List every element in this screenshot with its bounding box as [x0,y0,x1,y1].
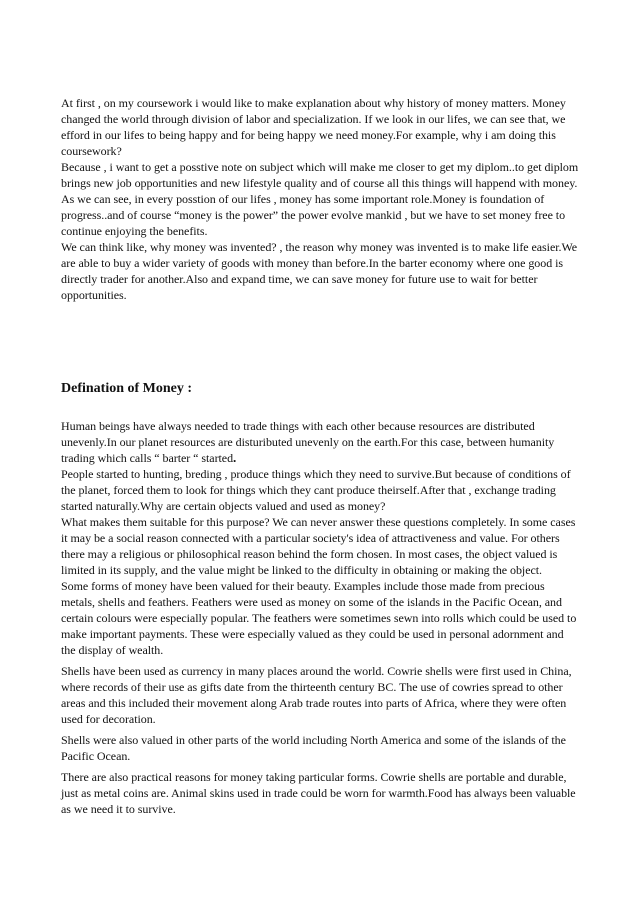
body-paragraph-1-text: Human beings have always needed to trade things with each other because resources are distributed unevenly.In our planet resources are distuributed unevenly on the earth.For this case, between humanity trading which calls “ barter “ started [61,419,555,465]
body-paragraph-7: There are also practical reasons for money taking particular forms. Cowrie shells are portable and durable, just as metal coins are. Animal skins used in trade could be worn for warmth.Food has always been valuable as we need it to survive. [61,770,576,816]
intro-paragraph-4: We can think like, why money was invented? , the reason why money was invented is to make life easier.We are able to buy a wider variety of goods with money than before.In the barter economy where one good is directly trader for another.Also and expand time, we can save money for future use to wait for better opportunities. [61,240,578,302]
body-paragraph-1 [61,418,581,466]
intro-section [61,95,581,303]
section-heading: Defination of Money : [61,381,193,396]
intro-paragraph-3: As we can see, in every posstion of our lifes , money has some important role.Money is foundation of progress..and of course “money is the power” the power evolve mankid , but we have to set money free to continue enjoying the benefits. [61,192,566,238]
intro-paragraph-2: Because , i want to get a posstive note on subject which will make me closer to get my diplom..to get diplom brings new job opportunities and new lifestyle quality and of course all this things will happend with money. [61,160,579,190]
body-paragraph-5: Shells have been used as currency in many places around the world. Cowrie shells were first used in China, where records of their use as gifts date from the thirteenth century BC. The use of cowries spread to other areas and this included their movement along Arab trade routes into parts of Africa, where they were often used for decoration. [61,664,572,726]
body-paragraph-1-end: . [233,450,237,465]
intro-paragraph-1: At first , on my coursework i would like to make explanation about why history of money matters. Money changed the world through division of labor and specialization. If we look in our lifes, we can see that, we efford in our lifes to being happy and for being happy we need money.For example, why i am doing this coursework? [61,96,566,158]
body-paragraph-2: People started to hunting, breding , produce things which they need to survive.But because of conditions of the planet, forced them to look for things which they cant produce theirself.After that , exchange trading started naturally.Why are certain objects valued and used as money? [61,467,571,513]
body-paragraph-4: Some forms of money have been valued for their beauty. Examples include those made from precious metals, shells and feathers. Feathers were used as money on some of the islands in the Pacific Ocean, and certain colours were especially popular. The feathers were sometimes sewn into rolls which could be used to make important payments. These were especially valued as they could be used in personal adornment and the display of wealth. [61,579,577,657]
body-paragraph-3: What makes them suitable for this purpose? We can never answer these questions completely. In some cases it may be a social reason connected with a particular society's idea of attractiveness and value. For others there may a religious or philosophical reason behind the form chosen. In most cases, the object valued is limited in its supply, and the value might be linked to the difficulty in obtaining or making the object. [61,515,576,577]
body-paragraph-6: Shells were also valued in other parts of the world including North America and some of the islands of the Pacific Ocean. [61,733,566,763]
definition-section [61,418,581,817]
